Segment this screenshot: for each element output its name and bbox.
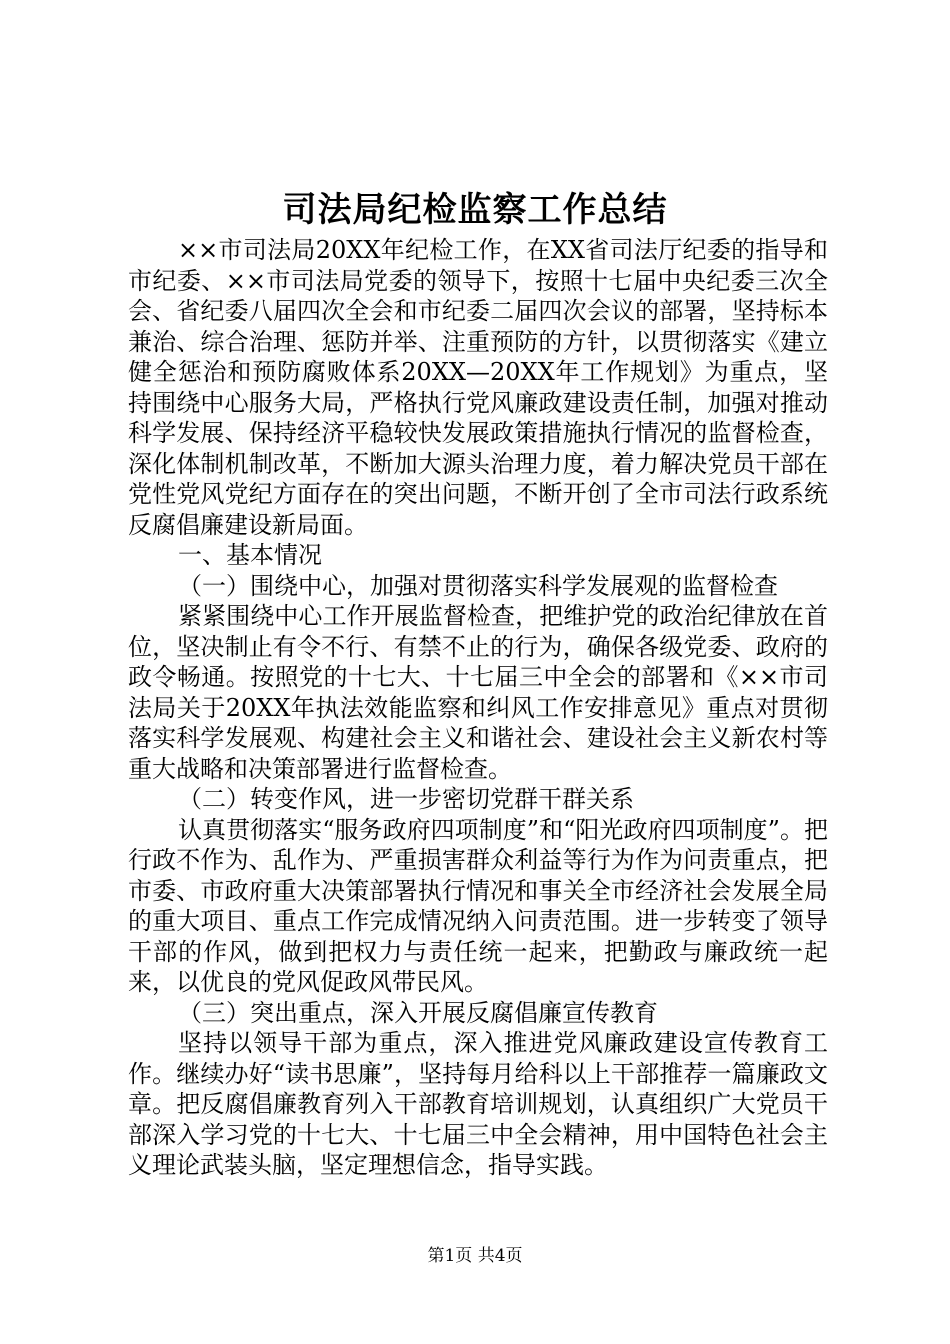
page-number-footer: 第1页 共4页: [427, 1246, 523, 1266]
page-title: 司法局纪检监察工作总结: [282, 190, 668, 230]
body-paragraph-1: 紧紧围绕中心工作开展监督检查，把维护党的政治纪律放在首位，坚决制止有令不行、有禁不止的行为，确保各级党委、政府的政令畅通。按照党的十七大、十七届三中全会的部署和《××市司法局关于20XX年执法效能监察和纠风工作安排意见》重点对贯彻落实科学发展观、构建社会主义和谐社会、建设社会主义新农村等重大战略和决策部署进行监督检查。: [128, 602, 828, 783]
section-heading-basic: 一、基本情况: [178, 541, 322, 569]
body-paragraph-3: 坚持以领导干部为重点，深入推进党风廉政建设宣传教育工作。继续办好“读书思廉”，坚持每月给科以上干部推荐一篇廉政文章。把反腐倡廉教育列入干部教育培训规划，认真组织广大党员干部深入学习党的十七大、十七届三中全会精神，用中国特色社会主义理论武装头脑，坚定理想信念，指导实践。: [128, 1029, 828, 1179]
subsection-heading-2: （二）转变作风，进一步密切党群干群关系: [178, 785, 634, 813]
intro-paragraph: ××市司法局20XX年纪检工作，在XX省司法厅纪委的指导和市纪委、××市司法局党委的领导下，按照十七届中央纪委三次全会、省纪委八届四次全会和市纪委二届四次会议的部署，坚持标本兼治、综合治理、惩防并举、注重预防的方针，以贯彻落实《建立健全惩治和预防腐败体系20XX—20XX年工作规划》为重点，坚持围绕中心服务大局，严格执行党风廉政建设责任制，加强对推动科学发展、保持经济平稳较快发展政策措施执行情况的监督检查，深化体制机制改革，不断加大源头治理力度，着力解决党员干部在党性党风党纪方面存在的突出问题，不断开创了全市司法行政系统反腐倡廉建设新局面。: [128, 236, 828, 539]
subsection-heading-1: （一）围绕中心，加强对贯彻落实科学发展观的监督检查: [178, 571, 778, 600]
document-body: [128, 235, 828, 1181]
subsection-heading-3: （三）突出重点，深入开展反腐倡廉宣传教育: [178, 998, 658, 1027]
body-paragraph-2: 认真贯彻落实“服务政府四项制度”和“阳光政府四项制度”。把行政不作为、乱作为、严重损害群众利益等行为作为问责重点，把市委、市政府重大决策部署执行情况和事关全市经济社会发展全局的重大项目、重点工作完成情况纳入问责范围。进一步转变了领导干部的作风，做到把权力与责任统一起来，把勤政与廉政统一起来，以优良的党风促政风带民风。: [128, 815, 828, 996]
